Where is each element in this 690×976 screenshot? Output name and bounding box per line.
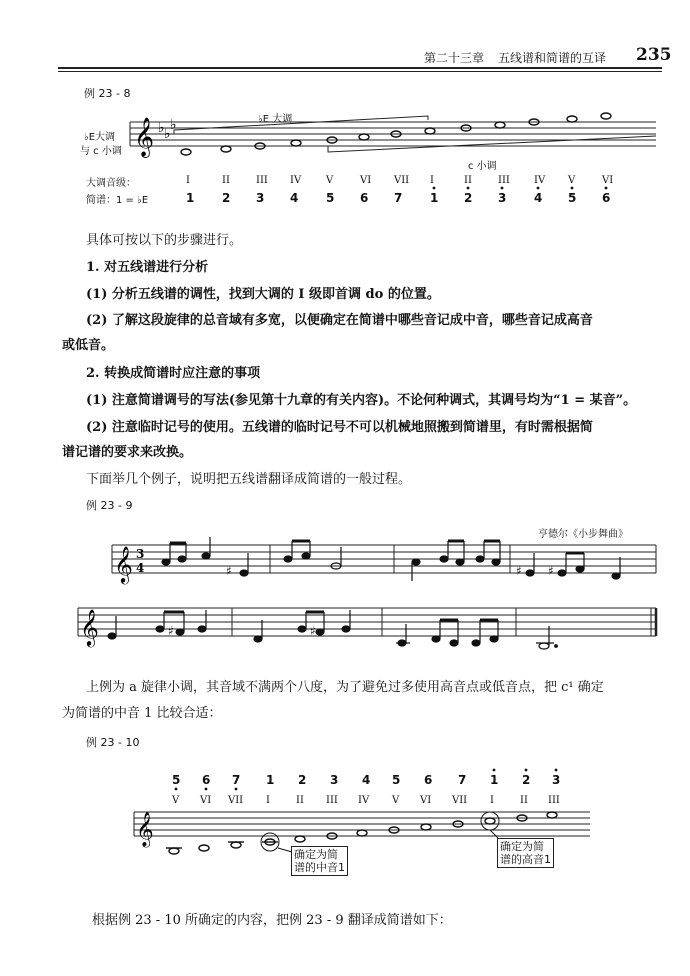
- step-text: (1) 注意简谱调号的写法(参见第十九章的有关内容)。不论何种调式，其调号均为“1 = 某音”。: [86, 393, 637, 408]
- step-text: (2) 了解这段旋律的总音域有多宽，以便确定在简谱中哪些音记成中音，哪些音记成高音: [86, 313, 593, 328]
- flat-icon: ♭: [170, 117, 177, 133]
- callout-high-do: 确定为简 谱的高音1: [497, 838, 554, 868]
- treble-clef-icon: 𝄞: [114, 545, 133, 583]
- step-text: (1) 分析五线谱的调性，找到大调的 I 级即首调 do 的位置。: [86, 287, 440, 302]
- treble-clef-icon: 𝄞: [136, 812, 154, 847]
- staff-example-23-8: [128, 108, 658, 170]
- staff-example-23-9-line1: [110, 535, 658, 585]
- degree-row: V VI VII I II III IV V VI VII I II III: [172, 795, 560, 806]
- key-label-minor: 与 c 小调: [80, 146, 122, 157]
- degree-row: I II III IV V VI VII I II III IV V VI: [186, 175, 614, 186]
- example-label: 例 23 - 8: [84, 87, 131, 100]
- treble-clef-icon: 𝄞: [80, 608, 99, 646]
- step-text: (2) 注意临时记号的使用。五线谱的临时记号不可以机械地照搬到简谱里，有时需根据简: [86, 420, 593, 435]
- staff-example-23-9-line2: [76, 598, 658, 650]
- paragraph: 上例为 a 旋律小调，其音域不满两个八度，为了避免过多使用高音点或低音点，把 c¹ 确定: [86, 680, 604, 695]
- running-header-chapter: 第二十三章: [424, 51, 485, 65]
- paragraph: 根据例 23 - 10 所确定的内容，把例 23 - 9 翻译成简谱如下：: [92, 913, 452, 928]
- example-label: 例 23 - 10: [86, 736, 140, 749]
- callout-middle-do: 确定为简 谱的中音1: [291, 846, 348, 876]
- svg-text:♯: ♯: [310, 624, 316, 638]
- jianpu-row: 5 6 7 1 2 3 4 5 6 7 1 2 3: [172, 773, 561, 787]
- composer-credit: 亨德尔《小步舞曲》: [538, 529, 628, 540]
- paragraph: 下面举几个例子，说明把五线谱翻译成简谱的一般过程。: [86, 472, 412, 487]
- svg-text:♯: ♯: [168, 624, 174, 638]
- svg-text:♯: ♯: [548, 564, 554, 578]
- header-rule-thin: [58, 71, 662, 72]
- running-header-title: 五线谱和简谱的互译: [498, 51, 607, 65]
- header-rule: [58, 67, 662, 69]
- major-scale-label: ♭E 大调: [258, 114, 293, 125]
- time-signature-top: 3: [136, 547, 145, 561]
- page-number: 235: [636, 45, 672, 65]
- row-label-degrees: 大调音级：: [86, 178, 136, 189]
- step-text: 谱记谱的要求来改换。: [62, 445, 193, 460]
- jianpu-row: 1 2 3 4 5 6 7 1 2 3 4 5 6: [186, 191, 611, 205]
- key-label-major: ♭E大调: [84, 132, 116, 143]
- row-label-jianpu: 简谱：1 = ♭E: [86, 195, 149, 206]
- svg-text:♯: ♯: [516, 564, 522, 578]
- high-dots: [176, 185, 646, 193]
- example-label: 例 23 - 9: [86, 499, 133, 512]
- minor-scale-label: c 小调: [468, 161, 497, 172]
- octave-dots: [168, 767, 588, 795]
- svg-text:♯: ♯: [226, 564, 232, 578]
- time-signature-bottom: 4: [136, 561, 145, 575]
- step-text: 或低音。: [62, 338, 115, 353]
- section-heading: 1. 对五线谱进行分析: [86, 260, 209, 275]
- treble-clef-icon: 𝄞: [134, 117, 155, 157]
- flat-icon: ♭: [164, 126, 171, 142]
- section-heading: 2. 转换成简谱时应注意的事项: [86, 366, 261, 381]
- paragraph: 为简谱的中音 1 比较合适：: [62, 706, 222, 721]
- flat-icon: ♭: [158, 120, 165, 136]
- paragraph: 具体可按以下的步骤进行。: [86, 233, 243, 248]
